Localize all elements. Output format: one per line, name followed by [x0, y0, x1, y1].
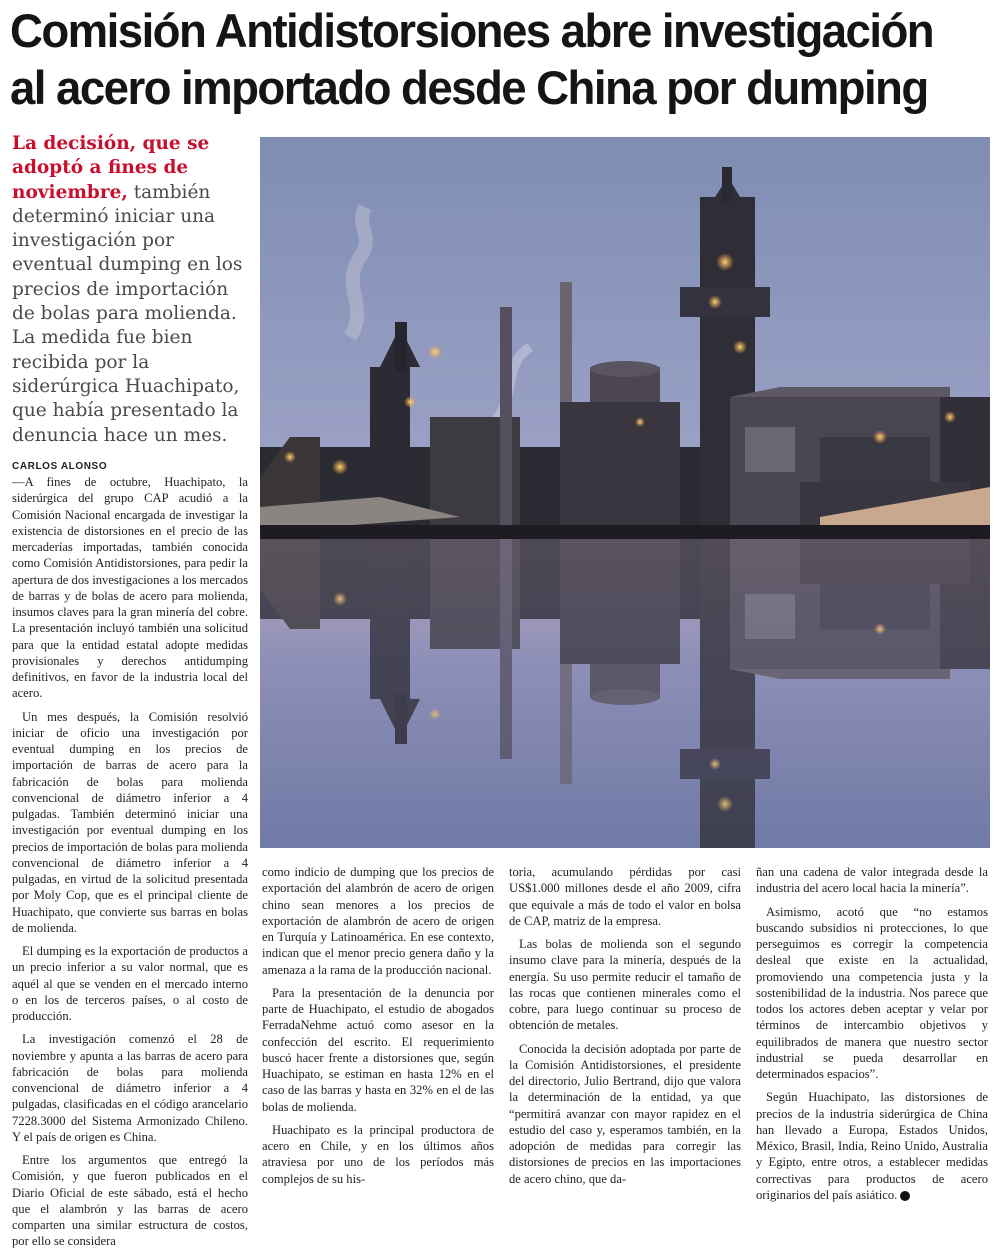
- byline: CARLOS ALONSO: [12, 461, 108, 472]
- body-paragraph: Un mes después, la Comisión resolvió iniciar de oficio una investigación por eventual dumping en los precios de importación de barras de acero para la fabricación de bolas para molienda convencional de diámetro inferior a 4 pulgadas. También determinó iniciar una investigación por eventual dumping en los precios de importación de bolas para molienda convencional de diámetro inferior a 4 pulgadas, en virtud de la solicitud presentada por Moly Cop, que es el principal cliente de Huachipato, que convierte sus barras en bolas de molienda.: [12, 709, 248, 935]
- body-paragraph: ñan una cadena de valor integrada desde la industria del acero local hacia la minería”.: [756, 865, 988, 896]
- headline-line-1: Comisión Antidistorsiones abre investigación: [10, 4, 934, 57]
- body-column-1: [12, 474, 248, 1257]
- body-paragraph: [756, 1089, 988, 1203]
- body-paragraph: Las bolas de molienda son el segundo insumo clave para la minería, después de la energía. Su uso permite reducir el tamaño de las rocas que contienen minerales como el cobre, para luego continuar su proceso de obtención de metales.: [509, 937, 741, 1033]
- body-column-3: [509, 864, 741, 1194]
- body-paragraph: —A fines de octubre, Huachipato, la siderúrgica del grupo CAP acudió a la Comisión Nacional encargada de investigar la existencia de distorsiones en el precio de las mercaderías importadas, también conocida como Comisión Antidistorsiones, para pedir la apertura de dos investigaciones a los mercados de barras y de bolas de acero para molienda, insumos claves para la gran minería del cobre. La presentación incluyó también una solicitud para que la entidad estatal adopte medidas provisionales y derechos antidumping definitivos, en favor de la industria local del acero.: [12, 475, 248, 701]
- body-paragraph: como indicio de dumping que los precios de exportación del alambrón de acero de origen chino sean menores a los precios de exportación de alambrón de acero de origen en Turquía y Latinoamérica. En ese contexto, indican que el menor precio genera daño y la amenaza a la rama de la producción nacional.: [262, 865, 494, 977]
- end-mark-icon: P: [900, 1191, 910, 1201]
- headline: [10, 2, 961, 116]
- body-paragraph: Asimismo, acotó que “no estamos buscando subsidios ni protecciones, lo que perseguimos es corregir la competencia desleal que existe en la actualidad, promoviendo una competencia justa y la sostenibilidad de la industria. Nos parece que todos los actores deben aceptar y velar por términos de intercambio objetivos y equilibrados de manera que nuestro sector industrial se pueda desarrollar en determinados espacios”.: [756, 904, 988, 1081]
- steel-plant-photo: [260, 137, 990, 848]
- body-paragraph: Conocida la decisión adoptada por parte de la Comisión Antidistorsiones, el presidente del directorio, Julio Bertrand, dijo que valora la determinación de la entidad, ya que “permitirá avanzar con mayor rapidez en el estudio del caso y, esperamos también, en la adopción de medidas para corregir las distorsiones de precios en las importaciones de acero chino, que da-: [509, 1041, 741, 1186]
- body-column-2: [262, 864, 494, 1194]
- lead-highlight: La decisión, que se adoptó a fines de noviembre,: [12, 133, 210, 203]
- body-paragraph: La investigación comenzó el 28 de noviembre y apunta a las barras de acero para fabricación de bolas para molienda convencional de diámetro inferior a 4 pulgadas, clasificadas en el código arancelario 7228.3000 del Sistema Armonizado Chileno. Y el país de origen es China.: [12, 1032, 248, 1144]
- lead-paragraph: [12, 132, 252, 448]
- body-paragraph: Entre los argumentos que entregó la Comisión, y que fueron publicados en el Diario Oficial de este sábado, está el hecho que el alambrón y las barras de acero comparten una similar estructura de costos, por ello se considera: [12, 1153, 248, 1249]
- body-paragraph: toria, acumulando pérdidas por casi US$1.000 millones desde el año 2009, cifra que equivale a más de todo el valor en bolsa de CAP, matriz de la empresa.: [509, 865, 741, 928]
- body-paragraph: Huachipato es la principal productora de acero en Chile, y en los últimos años atraviesa por uno de los períodos más complejos de su his-: [262, 1122, 494, 1186]
- body-paragraph: El dumping es la exportación de productos a un precio inferior a su valor normal, que es aquél al que se venden en el mercado interno o en los de terceros países, o al costo de producción.: [12, 944, 248, 1023]
- lead-text: también determinó iniciar una investigación por eventual dumping en los precios de importación de bolas para molienda. La medida fue bien recibida por la siderúrgica Huachipato, que había presentado la denuncia hace un mes.: [12, 181, 243, 446]
- body-paragraph: Para la presentación de la denuncia por parte de Huachipato, el estudio de abogados FerradaNehme actuó como asesor en la confección del escrito. El requerimiento buscó hacer frente a distorsiones que, según Huachipato, se estiman en hasta 12% en el caso de las barras y hasta en 32% en el de las bolas de molienda.: [262, 985, 494, 1114]
- body-column-4: [756, 864, 988, 1210]
- closing-text: Según Huachipato, las distorsiones de precios de la industria siderúrgica de China han llevado a Europa, Estados Unidos, México, Brasil, India, Reino Unido, Australia y Egipto, entre otros, a establecer medidas correctivas para productos de acero originarios del país asiático.: [756, 1090, 988, 1202]
- headline-line-2: al acero importado desde China por dumping: [10, 61, 928, 114]
